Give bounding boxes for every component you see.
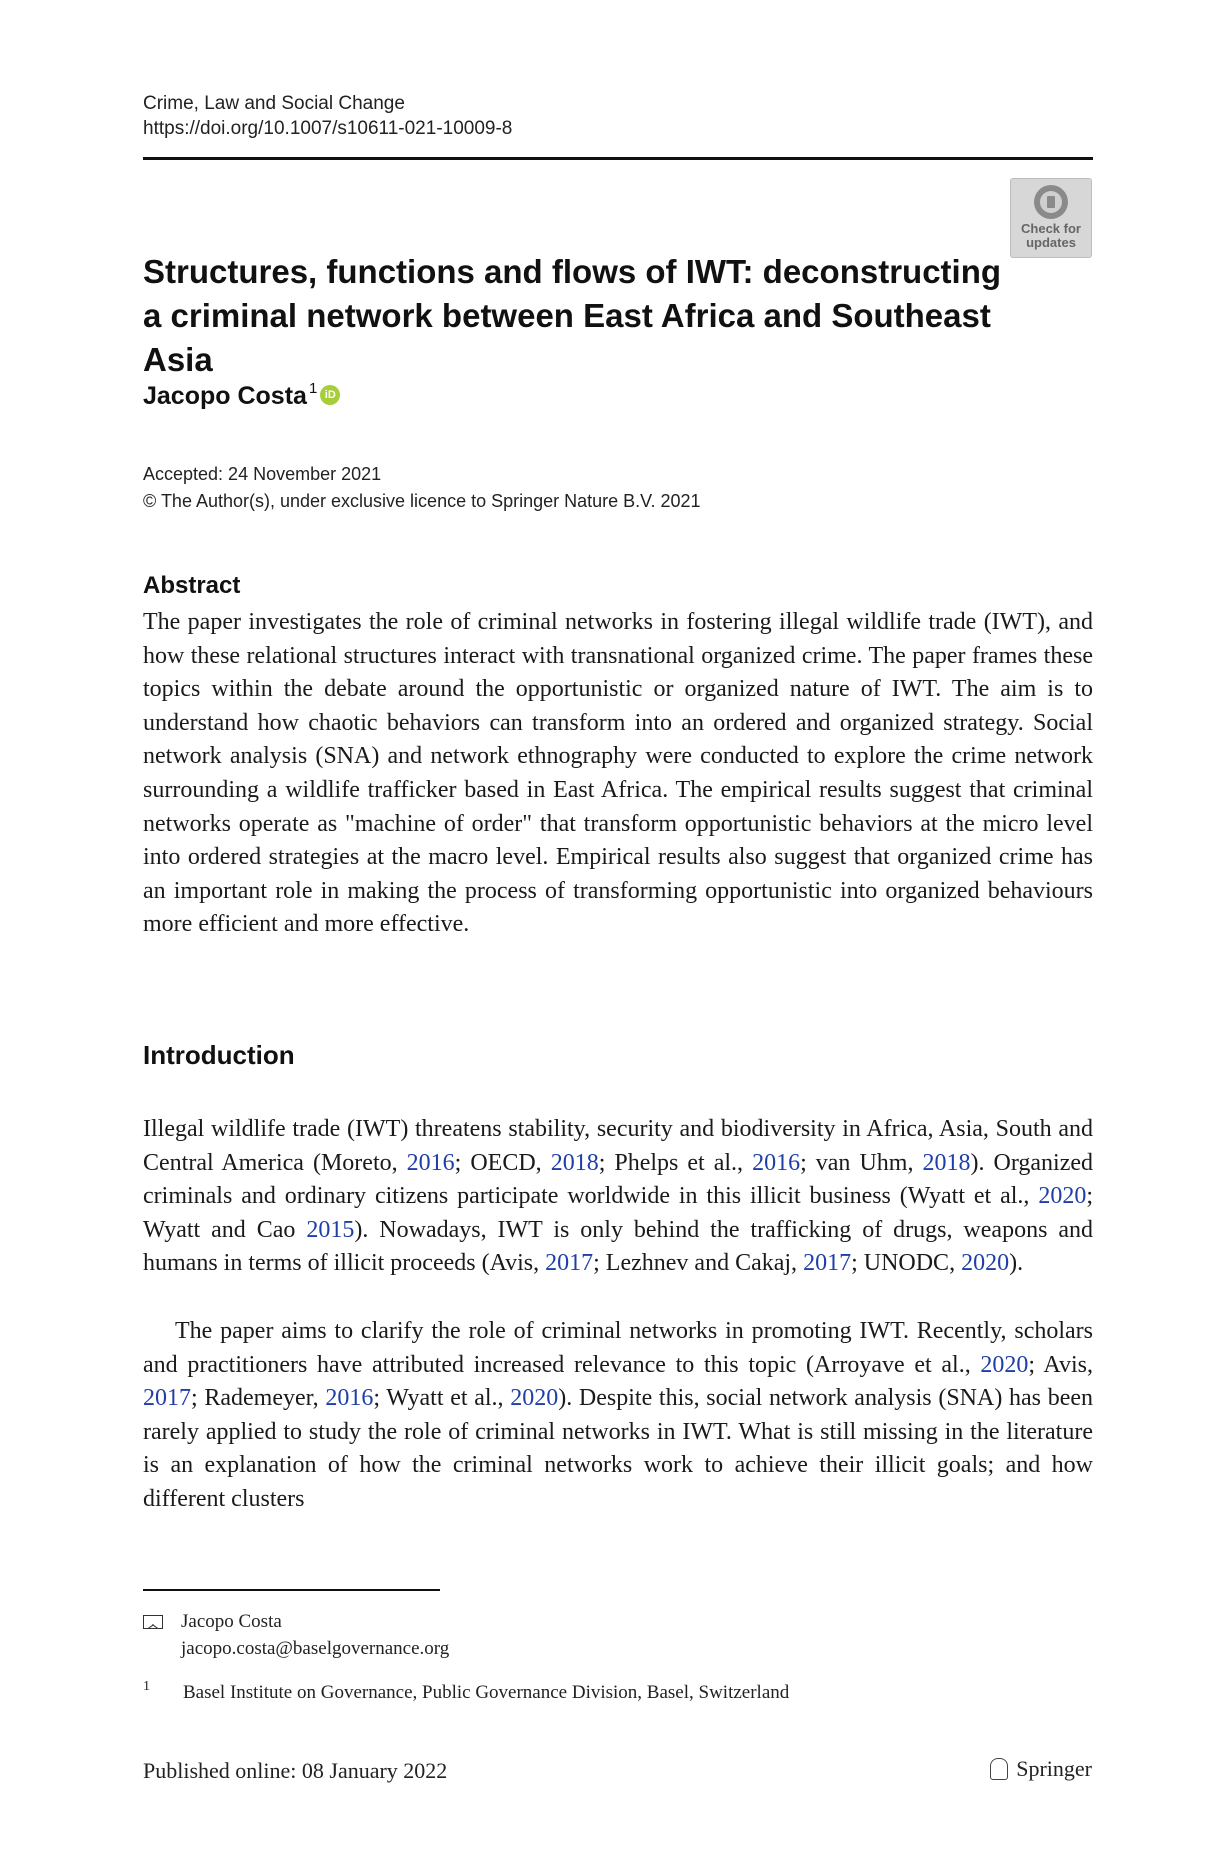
badge-line2: updates: [1026, 235, 1076, 250]
affiliation-footnote: [143, 1679, 790, 1704]
paragraph-text: ; OECD,: [454, 1149, 551, 1176]
citation-link[interactable]: 2020: [510, 1385, 559, 1412]
citation-link[interactable]: 2016: [325, 1385, 374, 1412]
citation-link[interactable]: 2018: [922, 1149, 971, 1176]
paragraph-text: ; Lezhnev and Cakaj,: [593, 1250, 804, 1277]
paragraph-text: ; Phelps et al.,: [598, 1149, 753, 1176]
citation-link[interactable]: 2020: [980, 1351, 1029, 1378]
introduction-heading: Introduction: [143, 1040, 295, 1070]
doi-link[interactable]: https://doi.org/10.1007/s10611-021-10009-8: [143, 118, 513, 139]
publisher-logo[interactable]: [990, 1756, 1092, 1782]
paragraph-text: ). Nowadays, IWT is only behind the trafficking of drugs, weapons and humans in terms of illicit proceeds (Avis,: [143, 1216, 1093, 1277]
citation-link[interactable]: 2018: [550, 1149, 599, 1176]
title-line2: a criminal network between East Africa and Southeast Asia: [143, 297, 991, 378]
badge-line1: Check for: [1021, 221, 1081, 236]
footnote-rule: [143, 1589, 440, 1591]
paragraph-text: ; Wyatt and Cao: [143, 1183, 1093, 1243]
envelope-icon: [143, 1615, 163, 1629]
abstract-text: The paper investigates the role of criminal networks in fostering illegal wildlife trade (IWT), and how these relational structures interact with transnational organized crime. The paper frames these topics within the debate around the opportunistic or organized nature of IWT. The aim is to understand how chaotic behaviors can transform into an ordered and organized strategy. Social network analysis (SNA) and network ethnography were conducted to explore the crime network surrounding a wildlife trafficker based in East Africa. The empirical results suggest that criminal networks operate as "machine of order" that transform opportunistic behaviors at the micro level into ordered strategies at the macro level. Empirical results also suggest that organized crime has an important role in making the process of transforming opportunistic into organized behaviours more efficient and more effective.: [143, 609, 1093, 938]
abstract-heading: Abstract: [143, 572, 241, 599]
paragraph-text: ; Avis,: [1028, 1351, 1093, 1378]
dates-block: [143, 461, 701, 515]
paragraph-text: ; Wyatt et al.,: [373, 1385, 511, 1412]
orcid-icon[interactable]: iD: [320, 385, 340, 405]
paragraph-text: Illegal wildlife trade (IWT) threatens stability, security and biodiversity in Africa, Asia, South and Central America (Moreto,: [143, 1116, 1093, 1176]
citation-link[interactable]: 2017: [803, 1250, 852, 1277]
citation-link[interactable]: 2016: [406, 1149, 455, 1176]
citation-link[interactable]: 2016: [752, 1149, 801, 1176]
intro-paragraph-2: [143, 1315, 1093, 1517]
paragraph-text: ).: [1009, 1250, 1024, 1277]
citation-link[interactable]: 2017: [143, 1385, 191, 1412]
affiliation-text: Basel Institute on Governance, Public Governance Division, Basel, Switzerland: [183, 1682, 790, 1703]
journal-header: [143, 91, 512, 141]
title-line1: Structures, functions and flows of IWT: deconstructing: [143, 253, 1002, 290]
published-online: Published online: 08 January 2022: [143, 1758, 448, 1783]
paragraph-text: ). Organized criminals and ordinary citizens participate worldwide in this illicit business (Wyatt et al.,: [143, 1149, 1094, 1210]
author-affiliation-mark: 1: [308, 380, 318, 397]
contact-name: Jacopo Costa: [181, 1611, 282, 1632]
affiliation-number: 1: [143, 1679, 150, 1694]
accepted-date: Accepted: 24 November 2021: [143, 464, 382, 484]
paragraph-text: ; Rademeyer,: [191, 1385, 326, 1412]
author-line: [143, 382, 340, 411]
citation-link[interactable]: 2020: [1038, 1183, 1087, 1210]
intro-paragraph-1: [143, 1113, 1093, 1281]
check-for-updates-icon: [1034, 185, 1068, 219]
citation-link[interactable]: 2017: [545, 1250, 594, 1277]
article-title: [143, 250, 1003, 382]
copyright-line: © The Author(s), under exclusive licence to Springer Nature B.V. 2021: [143, 491, 701, 511]
header-rule: [143, 157, 1093, 160]
springer-horse-icon: [990, 1758, 1008, 1780]
citation-link[interactable]: 2015: [306, 1216, 355, 1243]
author-name[interactable]: Jacopo Costa: [143, 382, 307, 410]
publisher-name: Springer: [1016, 1756, 1092, 1781]
paragraph-text: ). Despite this, social network analysis (SNA) has been rarely applied to study the role of criminal networks in IWT. What is still missing in the literature is an explanation of how the criminal networks work to achieve their illicit goals; and how different clusters: [143, 1385, 1094, 1512]
citation-link[interactable]: 2020: [961, 1250, 1010, 1277]
journal-name: Crime, Law and Social Change: [143, 93, 405, 114]
corresponding-author: [143, 1608, 449, 1662]
paragraph-text: ; UNODC,: [851, 1250, 962, 1277]
check-for-updates-badge[interactable]: [1010, 178, 1092, 258]
contact-email[interactable]: jacopo.costa@baselgovernance.org: [181, 1638, 450, 1659]
paragraph-text: The paper aims to clarify the role of criminal networks in promoting IWT. Recently, scholars and practitioners have attributed increased relevance to this topic (Arroyave et al.,: [143, 1318, 1093, 1378]
paragraph-text: ; van Uhm,: [800, 1149, 923, 1176]
